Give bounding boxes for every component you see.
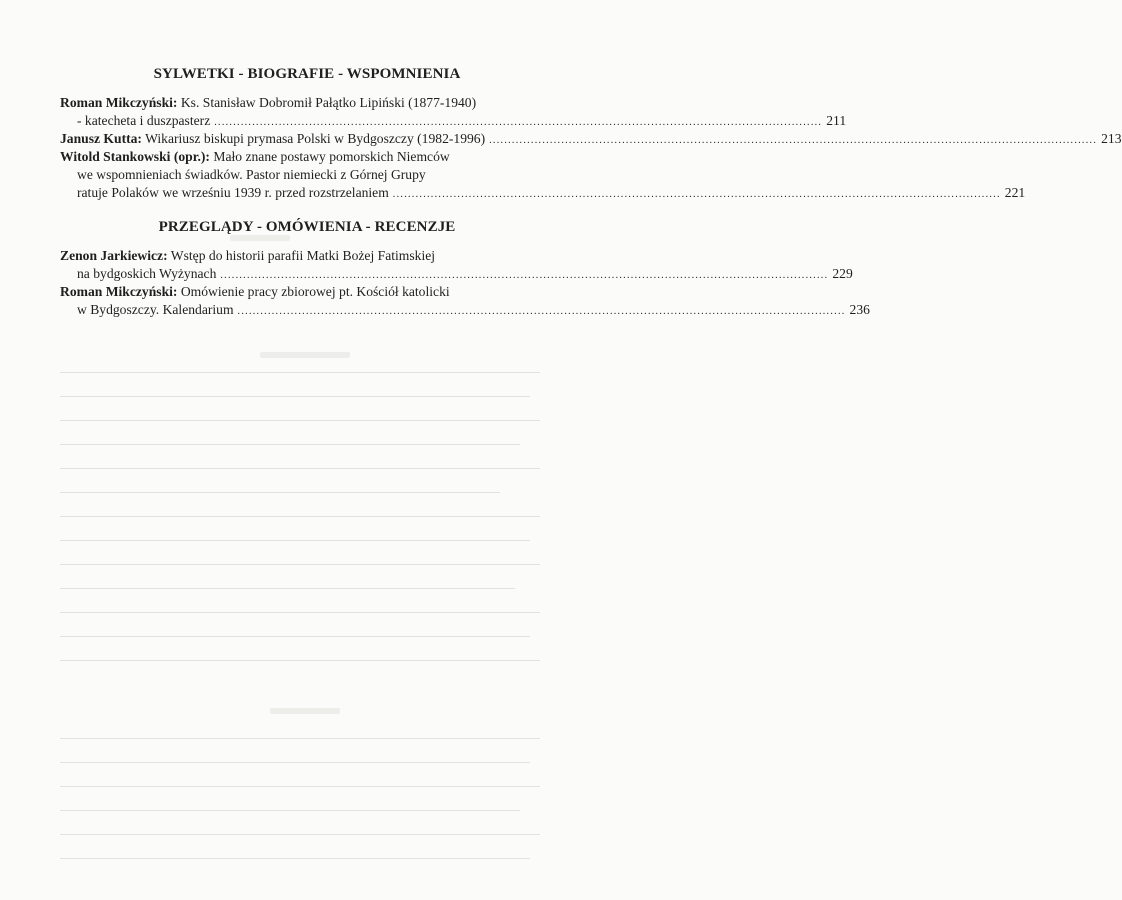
entry-title-line: na bydgoskich Wyżynach	[77, 266, 217, 281]
entry-author: Zenon Jarkiewicz:	[60, 248, 168, 263]
entry-last-line	[60, 265, 853, 283]
entry-author: Witold Stankowski (opr.):	[60, 149, 210, 164]
entry-last-line	[60, 301, 870, 319]
dot-leader: ................................................................................................................................................................	[237, 306, 846, 317]
entry-title-line: - katecheta i duszpasterz	[77, 113, 211, 128]
entry-title-line: Ks. Stanisław Dobromił Pałątko Lipiński (1877-1940)	[180, 95, 477, 110]
entry-page-number: 236	[849, 302, 870, 317]
entry-title-line: Wstęp do historii parafii Matki Bożej Fatimskiej	[170, 248, 436, 263]
section-title: PRZEGLĄDY - OMÓWIENIA - RECENZJE	[158, 219, 456, 235]
entry-title-line: Mało znane postawy pomorskich Niemców	[213, 149, 450, 164]
entry-first-line	[60, 148, 554, 166]
toc-entry	[60, 247, 853, 283]
dot-leader: ................................................................................................................................................................	[392, 189, 1001, 200]
entry-last-line	[60, 112, 847, 130]
entry-title-line: Wikariusz biskupi prymasa Polski w Bydgoszczy (1982-1996)	[145, 131, 486, 146]
dot-leader: ................................................................................................................................................................	[214, 117, 823, 128]
toc-entry	[60, 148, 1026, 202]
entry-title-line: Omówienie pracy zbiorowej pt. Kościół katolicki	[180, 284, 450, 299]
section-title: SYLWETKI - BIOGRAFIE - WSPOMNIENIA	[153, 66, 461, 82]
entry-author: Roman Mikczyński:	[60, 95, 178, 110]
entry-first-line	[60, 247, 554, 265]
entry-title-line: ratuje Polaków we wrześniu 1939 r. przed rozstrzelaniem	[77, 185, 389, 200]
toc-entry	[60, 283, 870, 319]
entry-page-number: 229	[832, 266, 853, 281]
entry-page-number: 211	[826, 113, 847, 128]
entry-author: Janusz Kutta:	[60, 131, 142, 146]
dot-leader: ................................................................................................................................................................	[489, 135, 1098, 146]
entry-title-line: we wspomnieniach świadków. Pastor niemiecki z Górnej Grupy	[77, 167, 426, 182]
dot-leader: ................................................................................................................................................................	[220, 270, 829, 281]
entry-page-number: 213	[1101, 131, 1122, 146]
entry-page-number: 221	[1004, 185, 1026, 200]
toc-entry	[60, 130, 1122, 148]
entry-author: Roman Mikczyński:	[60, 284, 178, 299]
toc-entry	[60, 94, 847, 130]
entry-first-line	[60, 130, 1122, 148]
entry-title-line: w Bydgoszczy. Kalendarium	[77, 302, 234, 317]
entry-first-line	[60, 283, 554, 301]
entry-last-line	[60, 184, 1026, 202]
entry-first-line	[60, 94, 554, 112]
